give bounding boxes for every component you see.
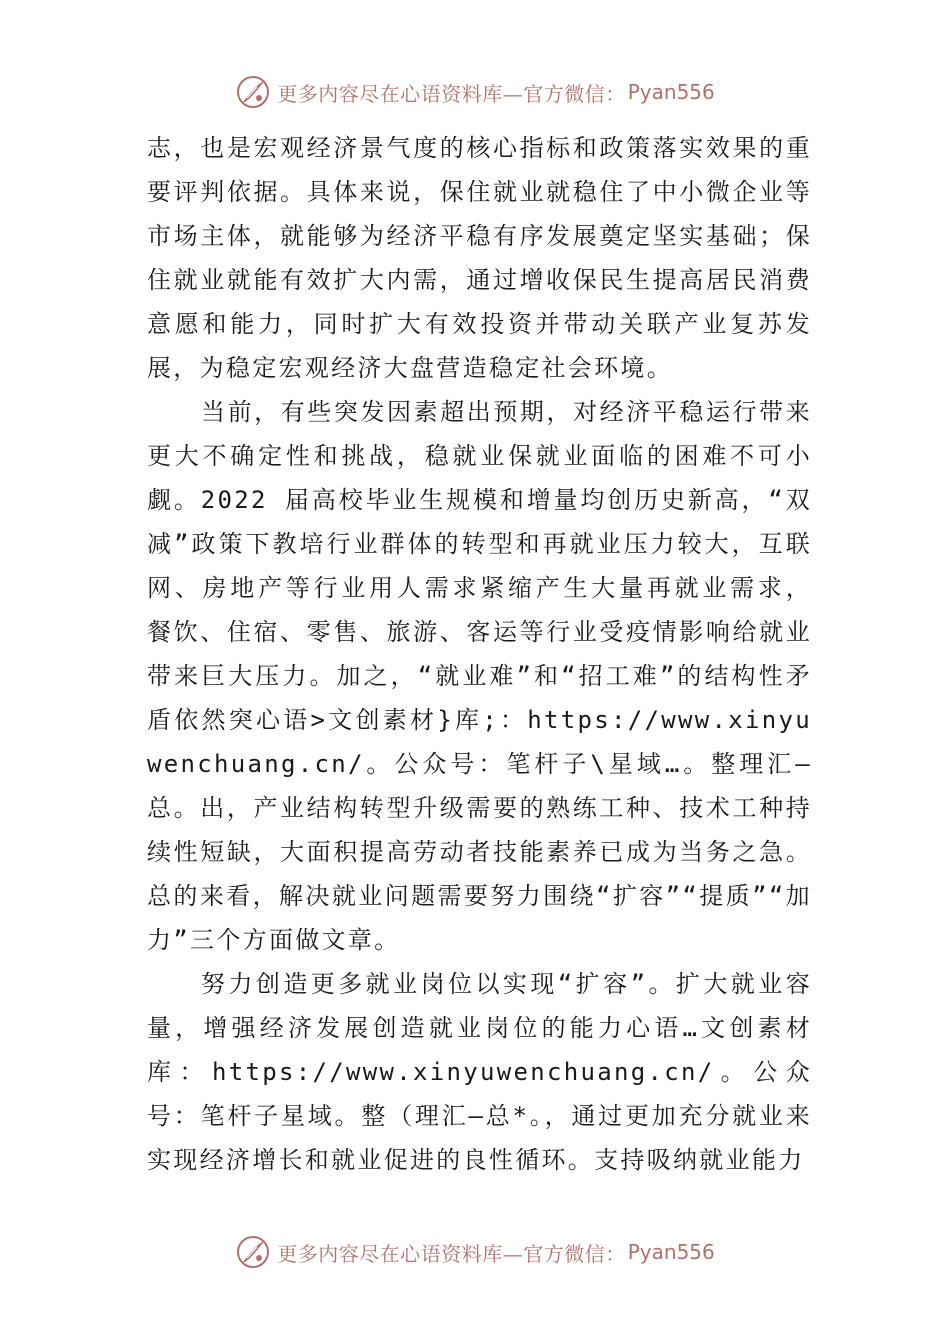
paragraph-2: 当前，有些突发因素超出预期，对经济平稳运行带来更大不确定性和挑战，稳就业保就业面临的困难不可小觑。2022 届高校毕业生规模和增量均创历史新高，“双减”政策下教培行业群体的转型和再就业压力较大，互联网、房地产等行业用人需求紧缩产生大量再就业需求， 餐饮、住宿、零售、旅游、客运等行业受疫情影响给就业带来巨大压力。加之，“就业难”和“招工难”的结构性矛盾依然突心语>文创素材}库;：https://www.xinyuwenchuang.cn/。公众号：笔杆子\星域…。整理汇—总。出，产业结构转型升级需要的熟练工种、技术工种持续性短缺，大面积提高劳动者技能素养已成为当务之急。总的来看，解决就业问题需要努力围绕“扩容”“提质”“加力”三个方面做文章。: [147, 398, 812, 954]
header-banner-text: 更多内容尽在心语资料库—官方微信：: [277, 81, 626, 106]
paragraph-3: 努力创造更多就业岗位以实现“扩容”。扩大就业容量，增强经济发展创造就业岗位的能力心语…文创素材库：https://www.xinyuwenchuang.cn/。公众号：笔杆子星域。整（理汇—总*。，通过更加充分就业来实现经济增长和就业促进的良性循环。支持吸纳就业能力: [147, 970, 812, 1174]
feather-pen-logo-icon: [235, 74, 271, 110]
header-banner: [0, 72, 950, 112]
header-wechat-id: Pyan556: [627, 80, 715, 104]
footer-wechat-id: Pyan556: [627, 1240, 715, 1264]
feather-pen-logo-icon: [235, 1234, 271, 1270]
footer-banner-text: 更多内容尽在心语资料库—官方微信：: [277, 1241, 626, 1266]
paragraph-1: 志，也是宏观经济景气度的核心指标和政策落实效果的重要评判依据。具体来说，保住就业就稳住了中小微企业等市场主体，就能够为经济平稳有序发展奠定坚实基础；保住就业就能有效扩大内需，通过增收保民生提高居民消费意愿和能力，同时扩大有效投资并带动关联产业复苏发展，为稳定宏观经济大盘营造稳定社会环境。: [147, 134, 812, 382]
footer-banner: [0, 1232, 950, 1272]
document-body: [147, 126, 812, 1182]
